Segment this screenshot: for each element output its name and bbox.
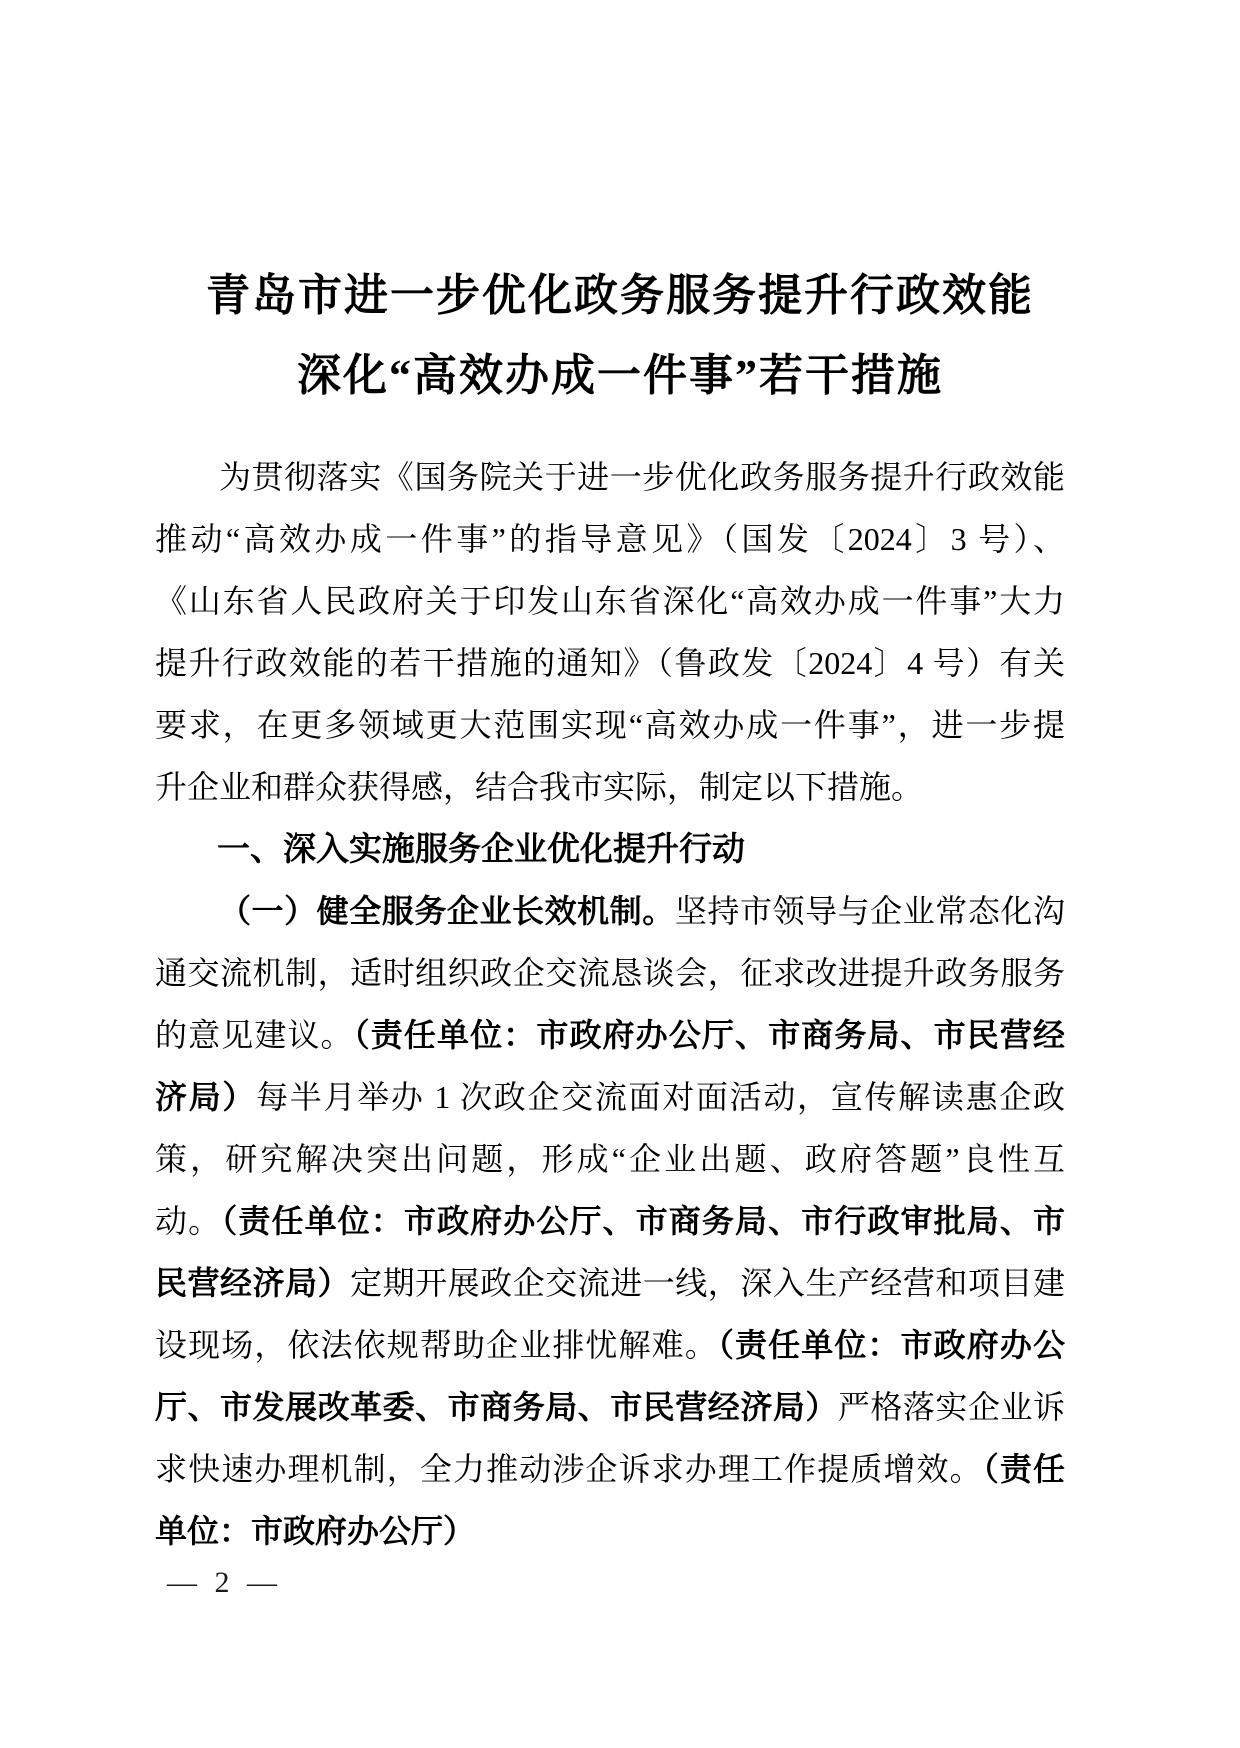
emphasis-text: （责任单位：市政府办公 <box>717 1327 1065 1363</box>
emphasis-text: （责任 <box>982 1451 1065 1487</box>
body-line <box>155 1438 1065 1500</box>
body-text: 为贯彻落实《国务院关于进一步优化政务服务提升行政效能 <box>219 459 1065 495</box>
body-text: 每半月举办 1 次政企交流面对面活动，宣传解读惠企政 <box>256 1079 1065 1115</box>
title-line-1: 青岛市进一步优化政务服务提升行政效能 <box>206 271 1034 320</box>
body-text: 设现场，依法依规帮助企业排忧解难。 <box>155 1327 718 1363</box>
body-text: 严格落实企业诉 <box>837 1389 1065 1425</box>
body-text: 《山东省人民政府关于印发山东省深化“高效办成一件事”大力 <box>155 583 1065 619</box>
body-line <box>155 508 1065 570</box>
body-line <box>155 942 1065 1004</box>
body-text: 提升行政效能的若干措施的通知》（鲁政发〔2024〕4 号）有关 <box>155 645 1065 681</box>
body-line <box>155 880 1065 942</box>
body-line <box>155 1128 1065 1190</box>
body-text: 要求，在更多领域更大范围实现“高效办成一件事”，进一步提 <box>155 707 1065 743</box>
document-body <box>155 446 1065 1562</box>
body-line <box>155 1252 1065 1314</box>
body-line <box>155 1190 1065 1252</box>
body-line <box>155 1314 1065 1376</box>
emphasis-text: 济局） <box>155 1079 257 1115</box>
emphasis-text: （责任单位：市政府办公厅、市商务局、市民营经 <box>353 1017 1065 1053</box>
body-text: 坚持市领导与企业常态化沟 <box>674 893 1065 929</box>
body-line <box>155 446 1065 508</box>
body-line <box>155 1066 1065 1128</box>
body-text: 定期开展政企交流进一线，深入生产经营和项目建 <box>350 1265 1065 1301</box>
emphasis-text: 民营经济局） <box>155 1265 351 1301</box>
section-heading-1: 一、深入实施服务企业优化提升行动 <box>217 830 745 867</box>
title-line-2: 深化“高效办成一件事”若干措施 <box>297 351 943 400</box>
emphasis-text: （责任单位：市政府办公厅、市商务局、市行政审批局、市 <box>221 1203 1065 1239</box>
body-line <box>155 1376 1065 1438</box>
emphasis-text: （一）健全服务企业长效机制。 <box>219 893 675 929</box>
body-line <box>155 1004 1065 1066</box>
body-line <box>155 694 1065 756</box>
page-number-footer: — 2 — <box>167 1566 282 1599</box>
body-text: 策，研究解决突出问题，形成“企业出题、政府答题”良性互 <box>155 1141 1065 1177</box>
body-line <box>155 632 1065 694</box>
body-text: 推动“高效办成一件事”的指导意见》（国发〔2024〕3 号）、 <box>155 521 1065 557</box>
emphasis-text: 单位：市政府办公厅） <box>155 1513 476 1549</box>
document-title <box>0 0 1240 416</box>
body-text: 的意见建议。 <box>155 1017 354 1053</box>
body-text: 升企业和群众获得感，结合我市实际，制定以下措施。 <box>155 769 924 805</box>
body-line <box>155 1500 1065 1562</box>
body-text: 动。 <box>155 1203 222 1239</box>
body-line <box>155 756 1065 818</box>
emphasis-text: 厅、市发展改革委、市商务局、市民营经济局） <box>155 1389 838 1425</box>
body-text: 求快速办理机制，全力推动涉企诉求办理工作提质增效。 <box>155 1451 983 1487</box>
body-text: 通交流机制，适时组织政企交流恳谈会，征求改进提升政务服务 <box>155 955 1065 991</box>
paragraph-section-1 <box>155 880 1065 1562</box>
body-line <box>155 570 1065 632</box>
paragraph-intro <box>155 446 1065 818</box>
